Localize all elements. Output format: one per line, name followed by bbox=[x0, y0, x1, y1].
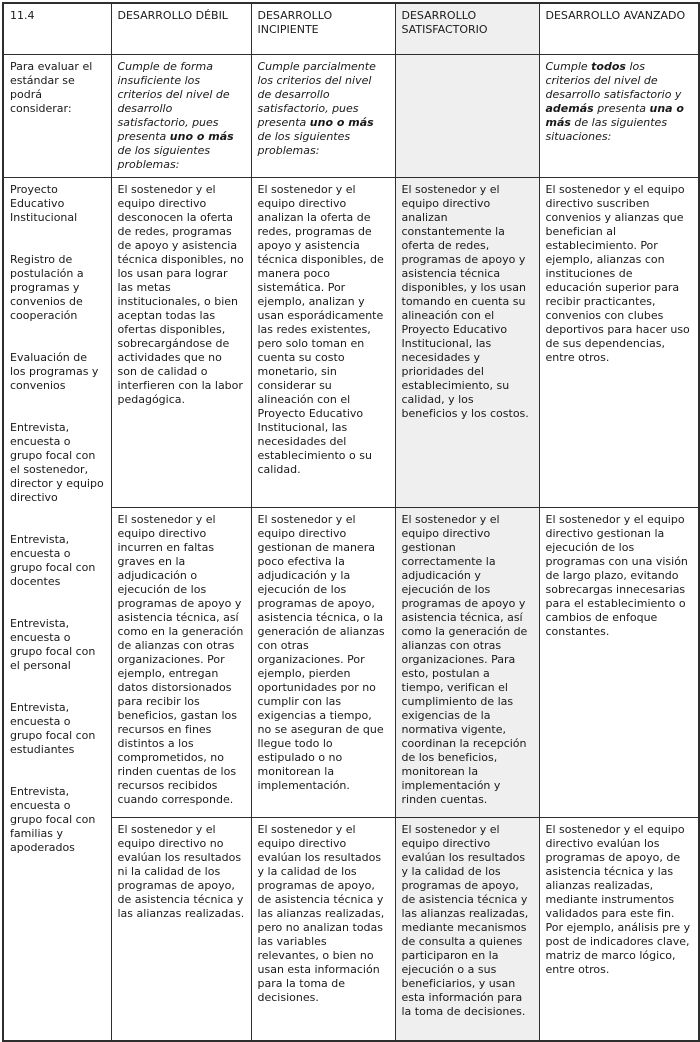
evidence-item: Entrevista, encuesta o grupo focal con el personal bbox=[10, 616, 96, 672]
level-header-debil: DESARROLLO DÉBIL bbox=[111, 3, 251, 54]
indicator-incipiente-1: El sostenedor y el equipo directivo analizan la oferta de redes, programas de apoyo y asistencia técnica disponibles, de manera poco sistemática. Por ejemplo, analizan y usan esporádicamente las redes existentes, pero solo toman en cuenta su costo monetario, sin considerar su alineación con el Proyecto Educativo Institucional, las necesidades del establecimiento o su calidad. bbox=[251, 177, 395, 507]
criteria-avanzado: Cumple todos los criterios del nivel de desarrollo satisfactorio y además presenta una o más de las siguientes situaciones: bbox=[539, 54, 699, 177]
rubric-table bbox=[2, 2, 700, 1042]
header-row bbox=[3, 3, 699, 54]
evidence-item: Entrevista, encuesta o grupo focal con estudiantes bbox=[10, 700, 96, 756]
level-header-avanzado: DESARROLLO AVANZADO bbox=[539, 3, 699, 54]
indicator-satisfactorio-1: El sostenedor y el equipo directivo analizan constantemente la oferta de redes, programas de apoyo y asistencia técnica disponibles, y los usan tomando en cuenta su alineación con el Proyecto Educativo Institucional, las necesidades y prioridades del establecimiento, su calidad, y los beneficios y los costos. bbox=[395, 177, 539, 507]
criteria-row bbox=[3, 54, 699, 177]
indicator-incipiente-2: El sostenedor y el equipo directivo gestionan de manera poco efectiva la adjudicación y la ejecución de los programas de apoyo, asistencia técnica, o la generación de alianzas con otras organizaciones. Por ejemplo, pierden oportunidades por no cumplir con las exigencias a tiempo, no se aseguran de que llegue todo lo estipulado o no monitorean la implementación. bbox=[251, 507, 395, 817]
evidence-item: Entrevista, encuesta o grupo focal con familias y apoderados bbox=[10, 784, 96, 854]
evidence-sources-cell bbox=[3, 177, 111, 1041]
indicator-satisfactorio-3: El sostenedor y el equipo directivo evalúan los resultados y la calidad de los programas de apoyo, de asistencia técnica y las alianzas realizadas, mediante mecanismos de consulta a quienes participaron en la ejecución o a sus beneficiarios, y usan esta información para la toma de decisiones. bbox=[395, 817, 539, 1041]
indicator-debil-3: El sostenedor y el equipo directivo no evalúan los resultados ni la calidad de los programas de apoyo, de asistencia técnica y las alianzas realizadas. bbox=[111, 817, 251, 1041]
indicator-debil-1: El sostenedor y el equipo directivo desconocen la oferta de redes, programas de apoyo y asistencia técnica disponibles, no los usan para lograr las metas institucionales, o bien aceptan todas las ofertas disponibles, sobrecargándose de actividades que no son de calidad o interfieren con la labor pedagógica. bbox=[111, 177, 251, 507]
evidence-item: Proyecto Educativo Institucional bbox=[10, 182, 78, 224]
indicator-avanzado-2: El sostenedor y el equipo directivo gestionan la ejecución de los programas con una visión de largo plazo, evitando sobrecargas innecesarias para el establecimiento o cambios de enfoque constantes. bbox=[539, 507, 699, 817]
level-header-incipiente: DESARROLLO INCIPIENTE bbox=[251, 3, 395, 54]
criteria-intro: Para evaluar el estándar se podrá considerar: bbox=[3, 54, 111, 177]
level-header-satisfactorio: DESARROLLO SATISFACTORIO bbox=[395, 3, 539, 54]
indicator-avanzado-3: El sostenedor y el equipo directivo evalúan los programas de apoyo, de asistencia técnica y las alianzas realizadas, mediante instrumentos validados para este fin. Por ejemplo, análisis pre y post de indicadores clave, matriz de marco lógico, entre otros. bbox=[539, 817, 699, 1041]
evidence-item: Evaluación de los programas y convenios bbox=[10, 350, 99, 392]
standard-code: 11.4 bbox=[3, 3, 111, 54]
indicator-debil-2: El sostenedor y el equipo directivo incurren en faltas graves en la adjudicación o ejecución de los programas de apoyo y asistencia técnica, así como en la generación de alianzas con otras organizaciones. Por ejemplo, entregan datos distorsionados para recibir los beneficios, gastan los recursos en fines distintos a los comprometidos, no rinden cuentas de los recursos recibidos cuando corresponde. bbox=[111, 507, 251, 817]
criteria-incipiente: Cumple parcialmente los criterios del nivel de desarrollo satisfactorio, pues presenta uno o más de los siguientes problemas: bbox=[251, 54, 395, 177]
criteria-debil: Cumple de forma insuficiente los criterios del nivel de desarrollo satisfactorio, pues presenta uno o más de los siguientes problemas: bbox=[111, 54, 251, 177]
indicator-incipiente-3: El sostenedor y el equipo directivo evalúan los resultados y la calidad de los programas de apoyo, de asistencia técnica y las alianzas realizadas, pero no analizan todas las variables relevantes, o bien no usan esta información para la toma de decisiones. bbox=[251, 817, 395, 1041]
evidence-item: Entrevista, encuesta o grupo focal con docentes bbox=[10, 532, 96, 588]
indicator-row-1 bbox=[3, 177, 699, 507]
evidence-item: Registro de postulación a programas y convenios de cooperación bbox=[10, 252, 84, 322]
indicator-satisfactorio-2: El sostenedor y el equipo directivo gestionan correctamente la adjudicación y ejecución de los programas de apoyo y asistencia técnica, así como la generación de alianzas con otras organizaciones. Para esto, postulan a tiempo, verifican el cumplimiento de las exigencias de la normativa vigente, coordinan la recepción de los beneficios, monitorean la implementación y rinden cuentas. bbox=[395, 507, 539, 817]
evidence-item: Entrevista, encuesta o grupo focal con el sostenedor, director y equipo directivo bbox=[10, 420, 104, 504]
indicator-avanzado-1: El sostenedor y el equipo directivo suscriben convenios y alianzas que benefician al establecimiento. Por ejemplo, alianzas con instituciones de educación superior para recibir practicantes, convenios con clubes deportivos para hacer uso de sus dependencias, entre otros. bbox=[539, 177, 699, 507]
criteria-satisfactorio bbox=[395, 54, 539, 177]
